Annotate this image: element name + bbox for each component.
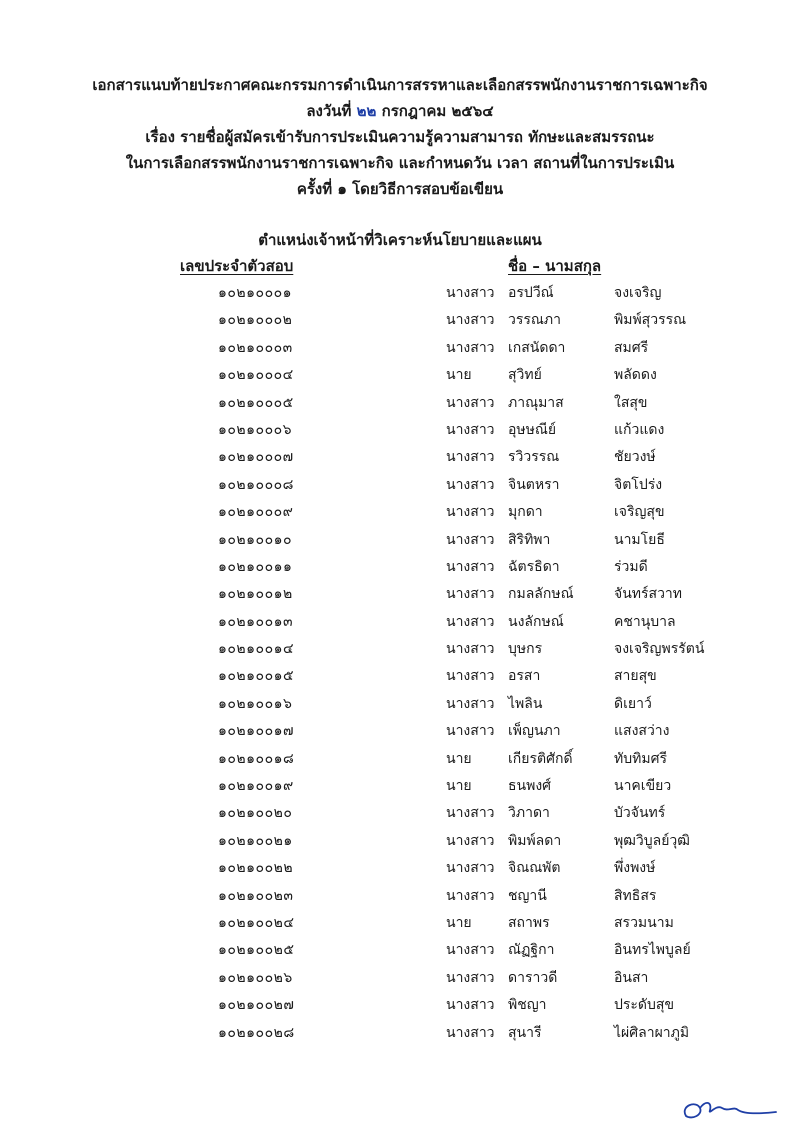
- name-title: นางสาว: [446, 531, 495, 548]
- first-name: อรปวีณ์: [508, 285, 554, 301]
- date-suffix: กรกฎาคม ๒๕๖๔: [381, 102, 494, 120]
- list-item: [0, 305, 800, 332]
- exam-id: ๑๐๒๑๐๐๒๕: [218, 942, 295, 959]
- first-name: มุกดา: [508, 504, 543, 521]
- name-title: นางสาว: [446, 339, 495, 356]
- last-name: ชัยวงษ์: [614, 449, 656, 466]
- list-item: [0, 525, 800, 552]
- last-name: พึ่งพงษ์: [614, 860, 656, 877]
- last-name: บัวจันทร์: [614, 805, 666, 822]
- name-title: นางสาว: [446, 969, 495, 986]
- name-title: นางสาว: [446, 394, 495, 411]
- last-name: จิตโปร่ง: [614, 476, 663, 493]
- first-name: ชญานี: [508, 887, 547, 904]
- column-header-exam-id: เลขประจำตัวสอบ: [180, 257, 294, 275]
- last-name: สายสุข: [614, 668, 657, 685]
- exam-id: ๑๐๒๑๐๐๐๙: [218, 504, 294, 521]
- header-line-1: เอกสารแนบท้ายประกาศคณะกรรมการดำเนินการสรรหาและเลือกสรรพนักงานราชการเฉพาะกิจ: [92, 76, 708, 94]
- name-title: นาย: [446, 367, 472, 384]
- list-item: [0, 744, 800, 771]
- first-name: อรสา: [508, 668, 541, 685]
- exam-id: ๑๐๒๑๐๐๑๕: [218, 668, 295, 685]
- last-name: แสงสว่าง: [614, 723, 670, 740]
- last-name: คชานุบาล: [614, 613, 676, 630]
- exam-id: ๑๐๒๑๐๐๒๔: [218, 914, 295, 931]
- first-name: เกสนัดดา: [508, 339, 566, 356]
- exam-id: ๑๐๒๑๐๐๐๖: [218, 421, 293, 438]
- name-title: นางสาว: [446, 668, 495, 685]
- first-name: วิภาดา: [508, 805, 550, 822]
- last-name: อินทรไพบูลย์: [614, 942, 691, 959]
- last-name: ประดับสุข: [614, 997, 675, 1014]
- position-title: ตำแหน่งเจ้าหน้าที่วิเคราะห์นโยบายและแผน: [258, 231, 542, 249]
- exam-id: ๑๐๒๑๐๐๒๒: [218, 860, 294, 877]
- first-name: ฉัตรธิดา: [508, 558, 560, 575]
- candidate-list: [0, 278, 800, 1045]
- name-title: นางสาว: [446, 723, 495, 740]
- last-name: จงเจริญพรรัตน์: [614, 641, 705, 658]
- exam-id: ๑๐๒๑๐๐๒๐: [218, 805, 293, 822]
- first-name: กมลลักษณ์: [508, 586, 574, 603]
- exam-id: ๑๐๒๑๐๐๐๒: [218, 312, 293, 329]
- list-item: [0, 388, 800, 415]
- last-name: อินสา: [614, 969, 649, 986]
- first-name: จิณณพัต: [508, 860, 561, 877]
- list-item: [0, 470, 800, 497]
- list-item: [0, 990, 800, 1017]
- last-name: พุฒวิบูลย์วุฒิ: [614, 832, 690, 849]
- name-title: นางสาว: [446, 558, 495, 575]
- name-title: นางสาว: [446, 421, 495, 438]
- name-title: นางสาว: [446, 641, 495, 658]
- exam-id: ๑๐๒๑๐๐๒๗: [218, 997, 295, 1014]
- last-name: แก้วแดง: [614, 421, 665, 438]
- first-name: รวิวรรณ: [508, 449, 560, 466]
- list-item: [0, 963, 800, 990]
- first-name: ไพลิน: [508, 695, 543, 712]
- first-name: พิชญา: [508, 997, 547, 1014]
- list-item: [0, 771, 800, 798]
- name-title: นางสาว: [446, 285, 495, 301]
- list-item: [0, 634, 800, 661]
- list-item: [0, 716, 800, 743]
- header-line-4: ในการเลือกสรรพนักงานราชการเฉพาะกิจ และกำหนดวัน เวลา สถานที่ในการประเมิน: [125, 154, 675, 172]
- last-name: นามโยธี: [614, 531, 665, 548]
- exam-id: ๑๐๒๑๐๐๑๐: [218, 531, 293, 548]
- name-title: นางสาว: [446, 1024, 495, 1041]
- header-line-2: [0, 98, 800, 124]
- list-item: [0, 442, 800, 469]
- first-name: สถาพร: [508, 914, 550, 931]
- first-name: ภาณุมาส: [508, 394, 564, 411]
- last-name: สรวมนาม: [614, 914, 674, 931]
- exam-id: ๑๐๒๑๐๐๒๘: [218, 1024, 295, 1041]
- last-name: ดิเยาว์: [614, 695, 652, 712]
- first-name: จินตหรา: [508, 476, 560, 493]
- list-item: [0, 798, 800, 825]
- exam-id: ๑๐๒๑๐๐๐๔: [218, 367, 294, 384]
- name-title: นางสาว: [446, 695, 495, 712]
- name-title: นางสาว: [446, 476, 495, 493]
- first-name: นงลักษณ์: [508, 613, 564, 630]
- name-title: นางสาว: [446, 504, 495, 521]
- last-name: เจริญสุข: [614, 504, 665, 521]
- header-line-3: เรื่อง รายชื่อผู้สมัครเข้ารับการประเมินความรู้ความสามารถ ทักษะและสมรรถนะ: [145, 128, 655, 146]
- first-name: วรรณภา: [508, 312, 561, 329]
- list-item: [0, 579, 800, 606]
- first-name: ธนพงศ์: [508, 778, 552, 795]
- last-name: จงเจริญ: [614, 285, 662, 301]
- name-title: นางสาว: [446, 997, 495, 1014]
- first-name: สุวิทย์: [508, 367, 542, 384]
- name-title: นางสาว: [446, 860, 495, 877]
- header-line-5: ครั้งที่ ๑ โดยวิธีการสอบข้อเขียน: [296, 180, 504, 198]
- list-item: [0, 826, 800, 853]
- first-name: อุษษณีย์: [508, 421, 557, 438]
- first-name: สุนารี: [508, 1024, 542, 1041]
- first-name: พิมพ์ลดา: [508, 832, 562, 849]
- list-item: [0, 689, 800, 716]
- list-item: [0, 497, 800, 524]
- last-name: ร่วมดี: [614, 558, 648, 575]
- exam-id: ๑๐๒๑๐๐๑๓: [218, 613, 294, 630]
- name-title: นางสาว: [446, 312, 495, 329]
- last-name: พิมพ์สุวรรณ: [614, 312, 687, 329]
- name-title: นางสาว: [446, 449, 495, 466]
- exam-id: ๑๐๒๑๐๐๒๑: [218, 832, 293, 849]
- first-name: สิริทิพา: [508, 531, 551, 548]
- list-item: [0, 853, 800, 880]
- name-title: นาย: [446, 914, 472, 931]
- last-name: สมศรี: [614, 339, 649, 356]
- last-name: พลัดดง: [614, 367, 657, 384]
- exam-id: ๑๐๒๑๐๐๑๖: [218, 695, 293, 712]
- exam-id: ๑๐๒๑๐๐๑๙: [218, 778, 294, 795]
- name-title: นางสาว: [446, 586, 495, 603]
- date-prefix: ลงวันที่: [306, 102, 352, 120]
- date-day: ๒๒: [356, 102, 377, 120]
- signature-icon: [672, 1096, 782, 1126]
- exam-id: ๑๐๒๑๐๐๐๗: [218, 449, 294, 466]
- exam-id: ๑๐๒๑๐๐๐๓: [218, 339, 293, 356]
- last-name: จันทร์สวาท: [614, 586, 683, 603]
- last-name: นาคเขียว: [614, 778, 672, 795]
- first-name: เกียรติศักดิ์: [508, 750, 573, 767]
- list-item: [0, 360, 800, 387]
- exam-id: ๑๐๒๑๐๐๑๒: [218, 586, 293, 603]
- name-title: นางสาว: [446, 887, 495, 904]
- name-title: นางสาว: [446, 832, 495, 849]
- name-title: นางสาว: [446, 613, 495, 630]
- list-item: [0, 415, 800, 442]
- name-title: นางสาว: [446, 805, 495, 822]
- first-name: ดาราวดี: [508, 969, 558, 986]
- exam-id: ๑๐๒๑๐๐๒๖: [218, 969, 293, 986]
- last-name: ไผ่ศิลาผาภูมิ: [614, 1024, 690, 1041]
- last-name: ใสสุข: [614, 394, 648, 411]
- list-item: [0, 908, 800, 935]
- exam-id: ๑๐๒๑๐๐๑๗: [218, 723, 295, 740]
- last-name: สิทธิสร: [614, 887, 657, 904]
- exam-id: ๑๐๒๑๐๐๑๔: [218, 641, 295, 658]
- name-title: นางสาว: [446, 942, 495, 959]
- list-item: [0, 661, 800, 688]
- first-name: ณัฏฐิกา: [508, 942, 555, 959]
- exam-id: ๑๐๒๑๐๐๑๘: [218, 750, 295, 767]
- list-item: [0, 935, 800, 962]
- name-title: นาย: [446, 750, 472, 767]
- name-title: นาย: [446, 778, 472, 795]
- last-name: ทับทิมศรี: [614, 750, 667, 767]
- exam-id: ๑๐๒๑๐๐๐๘: [218, 476, 294, 493]
- first-name: เพ็ญนภา: [508, 723, 561, 740]
- list-item: [0, 278, 800, 305]
- exam-id: ๑๐๒๑๐๐๒๓: [218, 887, 294, 904]
- list-item: [0, 1018, 800, 1045]
- list-item: [0, 881, 800, 908]
- exam-id: ๑๐๒๑๐๐๐๑: [218, 285, 293, 301]
- list-item: [0, 333, 800, 360]
- exam-id: ๑๐๒๑๐๐๐๕: [218, 394, 294, 411]
- list-item: [0, 552, 800, 579]
- list-item: [0, 607, 800, 634]
- first-name: บุษกร: [508, 641, 543, 658]
- exam-id: ๑๐๒๑๐๐๑๑: [218, 558, 293, 575]
- column-header-full-name: ชื่อ – นามสกุล: [508, 257, 602, 275]
- document-header: [0, 72, 800, 202]
